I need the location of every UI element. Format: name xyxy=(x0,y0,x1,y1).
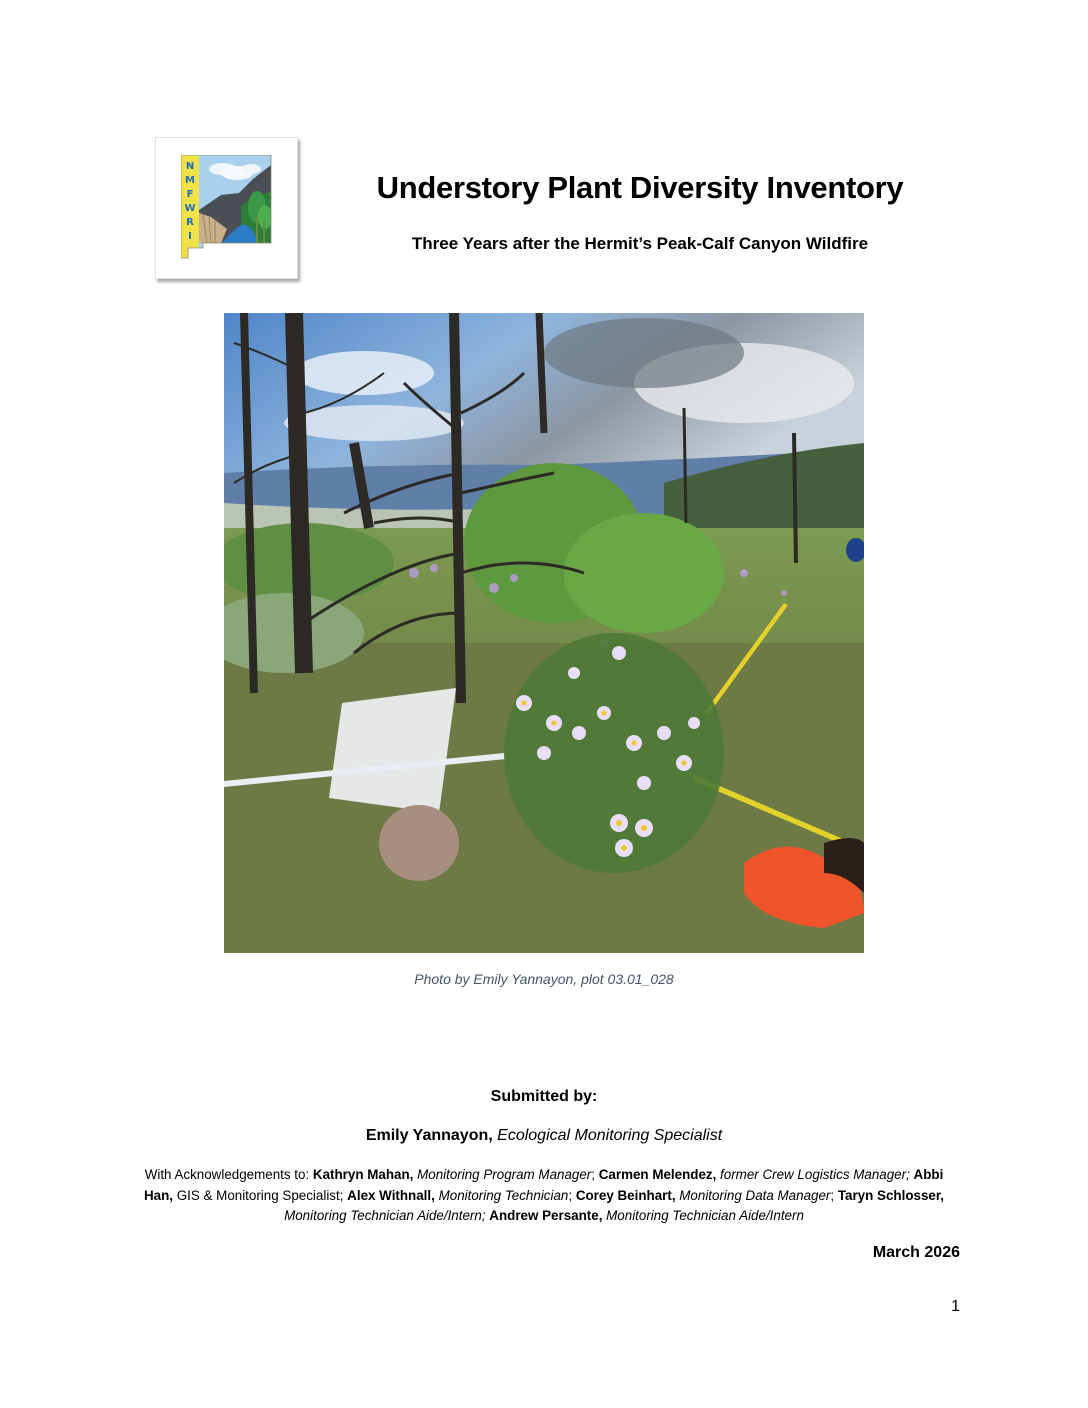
ack-name: Andrew Persante, xyxy=(489,1208,603,1224)
document-title: Understory Plant Diversity Inventory xyxy=(376,170,904,205)
ack-name: Kathryn Mahan, xyxy=(312,1167,414,1182)
ack-name: Carmen Melendez, xyxy=(598,1167,717,1182)
photo-caption: Photo by Emily Yannayon, plot 03.01_028 xyxy=(414,971,674,987)
ack-role: Monitoring Technician Aide/Intern xyxy=(606,1208,804,1224)
ack-role: GIS & Monitoring Specialist xyxy=(176,1187,340,1203)
svg-text:F: F xyxy=(186,189,194,200)
author-line xyxy=(140,1127,948,1145)
ack-role: Monitoring Technician xyxy=(438,1187,569,1203)
ack-name: Corey Beinhart, xyxy=(575,1187,676,1203)
document-subtitle: Three Years after the Hermit’s Peak-Calf Canyon Wildfire xyxy=(411,234,869,253)
logo-graphic-icon xyxy=(181,155,273,261)
ack-separator: ; xyxy=(339,1187,348,1203)
ack-name: Alex Withnall, xyxy=(347,1187,435,1203)
svg-text:I: I xyxy=(188,231,192,242)
svg-text:M: M xyxy=(185,175,195,186)
ack-separator: ; xyxy=(591,1167,599,1182)
report-date: March 2026 xyxy=(872,1244,960,1261)
landscape-photo-icon xyxy=(224,313,864,953)
ack-role: former Crew Logistics Manager; xyxy=(720,1167,910,1182)
author-name: Emily Yannayon, xyxy=(365,1127,493,1144)
svg-text:W: W xyxy=(184,203,196,214)
svg-text:R: R xyxy=(186,217,194,228)
ack-name: Taryn Schlosser, xyxy=(837,1187,945,1203)
nmfwri-logo xyxy=(155,137,298,279)
ack-name: Abbi Han, xyxy=(143,1167,944,1203)
ack-role: Monitoring Technician Aide/Intern; xyxy=(284,1208,486,1224)
acknowledgements xyxy=(140,1165,948,1227)
cover-photo xyxy=(224,313,864,953)
ack-role: Monitoring Program Manager xyxy=(417,1167,592,1182)
svg-text:N: N xyxy=(185,161,195,172)
ack-role: Monitoring Data Manager xyxy=(679,1187,831,1203)
ack-intro: With Acknowledgements to: xyxy=(144,1167,313,1182)
author-role: Ecological Monitoring Specialist xyxy=(497,1127,723,1144)
submitted-by-heading: Submitted by: xyxy=(490,1088,598,1105)
ack-separator: ; xyxy=(568,1187,576,1203)
page-number: 1 xyxy=(951,1298,960,1315)
ack-separator: ; xyxy=(830,1187,838,1203)
